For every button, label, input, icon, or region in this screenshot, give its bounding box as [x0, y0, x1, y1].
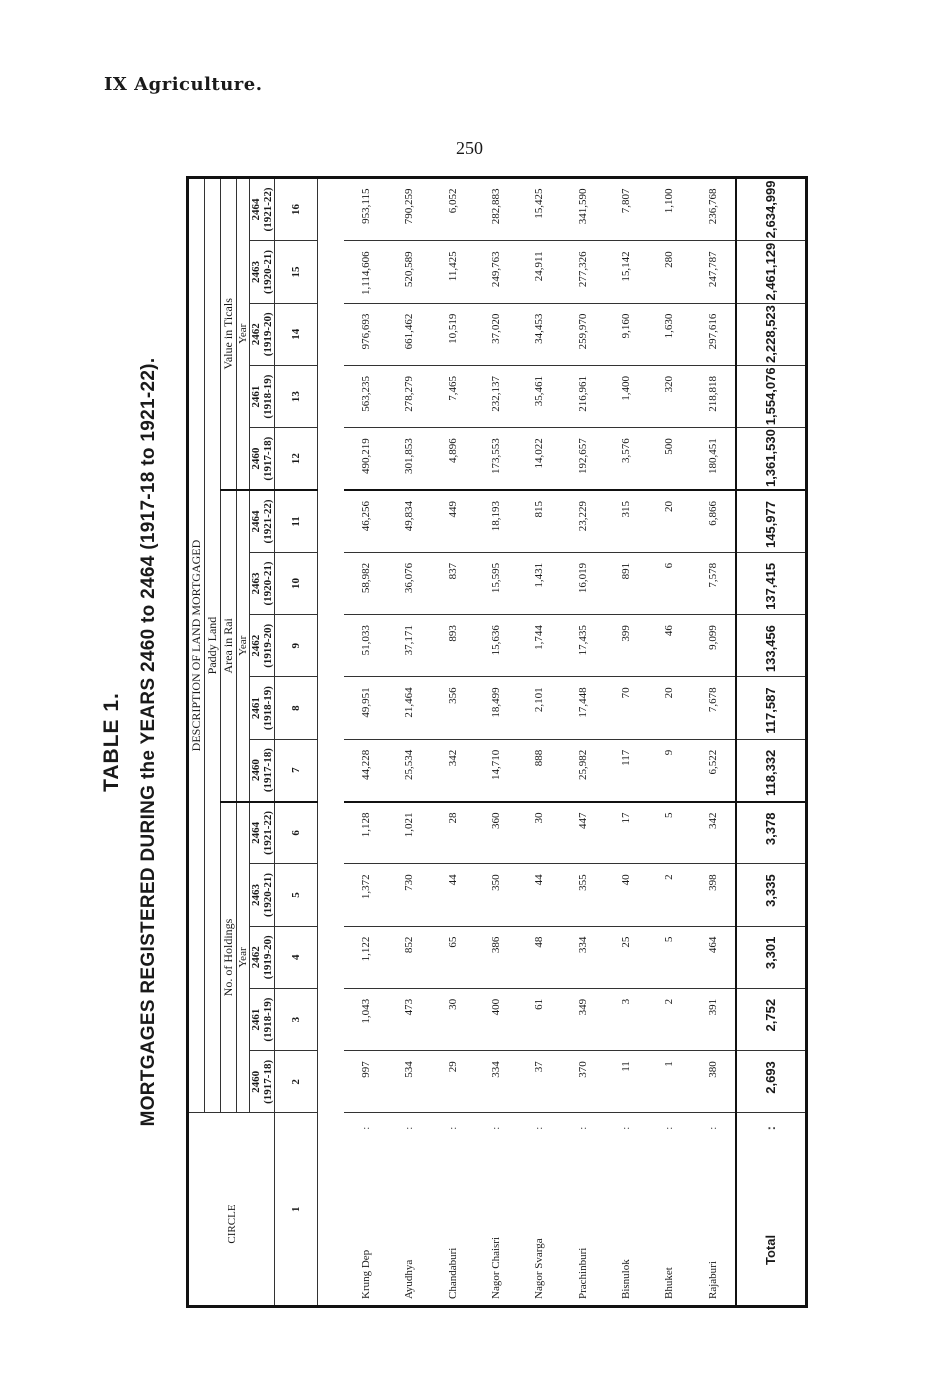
holdings-cell: 3,301	[736, 926, 805, 988]
holdings-cell: 2,752	[736, 988, 805, 1050]
area-cell: 18,193	[474, 490, 517, 552]
area-cell: 891	[604, 552, 647, 614]
year-be: 2463	[250, 883, 262, 906]
holdings-cell: 44	[518, 864, 561, 926]
value-cell: 2,228,523	[736, 303, 805, 365]
holdings-cell: 5	[648, 802, 691, 864]
area-cell: 16,019	[561, 552, 604, 614]
holdings-cell: 17	[604, 802, 647, 864]
year-be: 2464	[250, 821, 262, 844]
year-be: 2463	[250, 572, 262, 595]
value-cell: 14,022	[518, 428, 561, 490]
year-header-cell	[250, 365, 275, 427]
area-cell: 46	[648, 615, 691, 677]
value-cell: 297,616	[691, 303, 736, 365]
year-be: 2461	[250, 697, 262, 720]
leader-dots: :	[663, 1126, 676, 1130]
value-cell: 2,634,999	[736, 179, 805, 241]
value-cell: 218,818	[691, 365, 736, 427]
column-number: 6	[275, 802, 318, 864]
area-cell: 49,951	[344, 677, 387, 739]
leader-dots: :	[446, 1126, 459, 1130]
holdings-cell: 447	[561, 802, 604, 864]
area-cell: 449	[431, 490, 474, 552]
area-cell: 46,256	[344, 490, 387, 552]
area-cell: 315	[604, 490, 647, 552]
area-cell: 37,171	[388, 615, 431, 677]
year-ad: (1921-22)	[262, 810, 274, 855]
holdings-cell: 30	[518, 802, 561, 864]
area-cell: 356	[431, 677, 474, 739]
year-header-cell	[250, 552, 275, 614]
value-cell: 490,219	[344, 428, 387, 490]
year-be: 2462	[250, 946, 262, 969]
circle-name: Ayudhya	[403, 1259, 416, 1299]
value-cell: 282,883	[474, 179, 517, 241]
value-cell: 2,461,129	[736, 241, 805, 303]
area-cell: 36,076	[388, 552, 431, 614]
year-be: 2463	[250, 261, 262, 283]
year-header-cell	[250, 739, 275, 801]
area-cell: 17,448	[561, 677, 604, 739]
total-label: Total	[736, 1143, 805, 1305]
year-header-cell	[250, 241, 275, 303]
table-row	[561, 179, 604, 1305]
area-cell: 15,595	[474, 552, 517, 614]
holdings-cell: 3,335	[736, 864, 805, 926]
holdings-cell: 852	[388, 926, 431, 988]
section-heading: IX Agriculture.	[104, 74, 263, 95]
year-ad: (1921-22)	[262, 499, 274, 544]
value-cell: 247,787	[691, 241, 736, 303]
area-cell: 1,431	[518, 552, 561, 614]
value-cell: 249,763	[474, 241, 517, 303]
year-ad: (1918-19)	[262, 374, 274, 419]
holdings-cell: 3	[604, 988, 647, 1050]
holdings-cell: 398	[691, 864, 736, 926]
table-row	[518, 179, 561, 1305]
value-cell: 15,142	[604, 241, 647, 303]
holdings-cell: 534	[388, 1051, 431, 1113]
leader-dots: :	[533, 1126, 546, 1130]
leader-dots: :	[576, 1126, 589, 1130]
area-cell: 6,522	[691, 739, 736, 801]
area-cell: 893	[431, 615, 474, 677]
year-header-cell	[250, 615, 275, 677]
value-cell: 35,461	[518, 365, 561, 427]
circle-name: Krung Dep	[359, 1249, 372, 1299]
column-number: 10	[275, 552, 318, 614]
table-body	[275, 179, 806, 1305]
year-header-cell	[250, 303, 275, 365]
year-be: 2460	[250, 447, 262, 470]
year-be: 2460	[250, 1070, 262, 1093]
leader-spacer-header	[189, 1113, 275, 1143]
holdings-cell: 37	[518, 1051, 561, 1113]
value-cell: 277,326	[561, 241, 604, 303]
holdings-cell: 1,372	[344, 864, 387, 926]
area-cell: 20	[648, 490, 691, 552]
holdings-cell: 2,693	[736, 1051, 805, 1113]
table-row	[388, 179, 431, 1305]
area-cell: 18,499	[474, 677, 517, 739]
table-row	[344, 179, 387, 1305]
area-cell: 1,744	[518, 615, 561, 677]
area-cell: 14,710	[474, 739, 517, 801]
holdings-cell: 2	[648, 864, 691, 926]
column-number: 14	[275, 303, 318, 365]
year-be: 2462	[250, 323, 262, 346]
year-label-holdings: Year	[237, 802, 250, 1113]
area-cell: 2,101	[518, 677, 561, 739]
table-label: TABLE 1.	[100, 692, 123, 792]
value-cell: 320	[648, 365, 691, 427]
column-number: 2	[275, 1051, 318, 1113]
holdings-cell: 997	[344, 1051, 387, 1113]
area-cell: 117,587	[736, 677, 805, 739]
holdings-cell: 730	[388, 864, 431, 926]
holdings-cell: 2	[648, 988, 691, 1050]
value-cell: 1,100	[648, 179, 691, 241]
column-number: 11	[275, 490, 318, 552]
area-cell: 9	[648, 739, 691, 801]
value-cell: 34,453	[518, 303, 561, 365]
value-cell: 37,020	[474, 303, 517, 365]
year-ad: (1919-20)	[262, 312, 274, 357]
year-be: 2461	[250, 1008, 262, 1031]
holdings-cell: 1,122	[344, 926, 387, 988]
holdings-cell: 342	[691, 802, 736, 864]
leader-dots: :	[489, 1126, 502, 1130]
value-cell: 520,589	[388, 241, 431, 303]
area-cell: 137,415	[736, 552, 805, 614]
area-cell: 58,982	[344, 552, 387, 614]
year-header-cell	[250, 802, 275, 864]
value-cell: 500	[648, 428, 691, 490]
column-number: 12	[275, 428, 318, 490]
year-ad: (1920-21)	[262, 250, 274, 294]
circle-header: CIRCLE	[189, 1143, 275, 1305]
holdings-cell: 473	[388, 988, 431, 1050]
year-label-area: Year	[237, 490, 250, 801]
year-be: 2461	[250, 385, 262, 408]
table-row	[604, 179, 647, 1305]
year-header-cell	[250, 428, 275, 490]
year-ad: (1920-21)	[262, 561, 274, 606]
value-cell: 6,052	[431, 179, 474, 241]
holdings-cell: 350	[474, 864, 517, 926]
year-label-value: Year	[237, 179, 250, 491]
group-header-value: Value in Ticals	[221, 179, 237, 491]
value-cell: 976,693	[344, 303, 387, 365]
group-header-holdings: No. of Holdings	[221, 802, 237, 1113]
holdings-cell: 386	[474, 926, 517, 988]
value-cell: 24,911	[518, 241, 561, 303]
area-cell: 49,834	[388, 490, 431, 552]
area-cell: 815	[518, 490, 561, 552]
holdings-cell: 61	[518, 988, 561, 1050]
value-cell: 7,807	[604, 179, 647, 241]
circle-name: Nagor Svarga	[533, 1238, 546, 1299]
holdings-cell: 1	[648, 1051, 691, 1113]
area-cell: 20	[648, 677, 691, 739]
column-number: 5	[275, 864, 318, 926]
value-cell: 9,160	[604, 303, 647, 365]
table-caption: MORTGAGES REGISTERED DURING the YEARS 2460 to 2464 (1917-18 to 1921-22).	[138, 357, 159, 1127]
year-header-cell	[250, 490, 275, 552]
value-cell: 563,235	[344, 365, 387, 427]
total-row	[736, 179, 805, 1305]
rotated-table-container	[189, 179, 805, 1305]
area-cell: 44,228	[344, 739, 387, 801]
column-number: 13	[275, 365, 318, 427]
holdings-cell: 28	[431, 802, 474, 864]
value-cell: 259,970	[561, 303, 604, 365]
year-be: 2464	[250, 198, 262, 221]
year-ad: (1917-18)	[262, 436, 274, 481]
paddy-land-header: Paddy Land	[205, 179, 221, 1113]
year-header-cell	[250, 864, 275, 926]
year-header-cell	[250, 1051, 275, 1113]
value-cell: 1,361,530	[736, 428, 805, 490]
area-cell: 17,435	[561, 615, 604, 677]
area-cell: 6,866	[691, 490, 736, 552]
year-be: 2464	[250, 510, 262, 533]
circle-name: Bisnulok	[619, 1259, 632, 1299]
area-cell: 145,977	[736, 490, 805, 552]
year-header-cell	[250, 677, 275, 739]
year-header-cell	[250, 179, 275, 241]
table-row	[648, 179, 691, 1305]
year-ad: (1921-22)	[262, 187, 274, 232]
holdings-cell: 334	[474, 1051, 517, 1113]
year-ad: (1919-20)	[262, 935, 274, 980]
table-frame	[186, 176, 808, 1308]
holdings-cell: 3,378	[736, 802, 805, 864]
value-cell: 953,115	[344, 179, 387, 241]
area-cell: 118,332	[736, 739, 805, 801]
leader-dots: :	[359, 1126, 372, 1130]
leader-dots: :	[619, 1126, 632, 1130]
value-cell: 278,279	[388, 365, 431, 427]
value-cell: 180,451	[691, 428, 736, 490]
value-cell: 192,657	[561, 428, 604, 490]
circle-name: Bhuket	[663, 1267, 676, 1299]
column-number: 3	[275, 988, 318, 1050]
value-cell: 1,554,076	[736, 365, 805, 427]
leader-dots: :	[403, 1126, 416, 1130]
holdings-cell: 360	[474, 802, 517, 864]
holdings-cell: 400	[474, 988, 517, 1050]
year-ad: (1920-21)	[262, 872, 274, 917]
area-cell: 21,464	[388, 677, 431, 739]
holdings-cell: 65	[431, 926, 474, 988]
year-ad: (1918-19)	[262, 997, 274, 1042]
holdings-cell: 30	[431, 988, 474, 1050]
table-row	[474, 179, 517, 1305]
area-cell: 25,534	[388, 739, 431, 801]
holdings-cell: 44	[431, 864, 474, 926]
value-cell: 232,137	[474, 365, 517, 427]
area-cell: 399	[604, 615, 647, 677]
value-cell: 15,425	[518, 179, 561, 241]
area-cell: 25,982	[561, 739, 604, 801]
year-ad: (1917-18)	[262, 1059, 274, 1104]
group-header-area: Area in Rai	[221, 490, 237, 801]
area-cell: 7,678	[691, 677, 736, 739]
holdings-cell: 1,043	[344, 988, 387, 1050]
leader-dots: :	[706, 1126, 719, 1130]
value-cell: 4,896	[431, 428, 474, 490]
value-cell: 216,961	[561, 365, 604, 427]
holdings-cell: 391	[691, 988, 736, 1050]
holdings-cell: 48	[518, 926, 561, 988]
value-cell: 3,576	[604, 428, 647, 490]
circle-name: Prachinburi	[576, 1247, 589, 1299]
column-number: 9	[275, 615, 318, 677]
holdings-cell: 25	[604, 926, 647, 988]
value-cell: 301,853	[388, 428, 431, 490]
holdings-cell: 5	[648, 926, 691, 988]
column-number: 4	[275, 926, 318, 988]
table-row	[691, 179, 736, 1305]
value-cell: 10,519	[431, 303, 474, 365]
value-cell: 7,465	[431, 365, 474, 427]
value-cell: 341,590	[561, 179, 604, 241]
year-header-cell	[250, 926, 275, 988]
value-cell: 236,768	[691, 179, 736, 241]
circle-name: Rajaburi	[706, 1261, 719, 1299]
holdings-cell: 380	[691, 1051, 736, 1113]
area-cell: 51,033	[344, 615, 387, 677]
year-be: 2460	[250, 759, 262, 782]
year-ad: (1919-20)	[262, 623, 274, 668]
holdings-cell: 355	[561, 864, 604, 926]
spacer-row	[318, 179, 344, 1305]
value-cell: 280	[648, 241, 691, 303]
holdings-cell: 40	[604, 864, 647, 926]
area-cell: 15,636	[474, 615, 517, 677]
value-cell: 11,425	[431, 241, 474, 303]
holdings-cell: 464	[691, 926, 736, 988]
holdings-cell: 11	[604, 1051, 647, 1113]
column-number: 8	[275, 677, 318, 739]
column-number: 1	[275, 1113, 318, 1305]
holdings-cell: 349	[561, 988, 604, 1050]
holdings-cell: 370	[561, 1051, 604, 1113]
page-number: 250	[456, 138, 483, 158]
area-cell: 70	[604, 677, 647, 739]
table-title-block	[100, 292, 180, 1192]
area-cell: 9,099	[691, 615, 736, 677]
value-cell: 1,114,606	[344, 241, 387, 303]
area-cell: 7,578	[691, 552, 736, 614]
table-row	[431, 179, 474, 1305]
area-cell: 6	[648, 552, 691, 614]
holdings-cell: 1,021	[388, 802, 431, 864]
area-cell: 133,456	[736, 615, 805, 677]
column-number-row	[275, 179, 318, 1305]
area-cell: 342	[431, 739, 474, 801]
column-number: 7	[275, 739, 318, 801]
holdings-cell: 29	[431, 1051, 474, 1113]
mortgage-table	[189, 179, 805, 1305]
year-be: 2462	[250, 634, 262, 657]
column-number: 15	[275, 241, 318, 303]
value-cell: 790,259	[388, 179, 431, 241]
circle-name: Nagor Chaisri	[489, 1236, 502, 1299]
value-cell: 1,630	[648, 303, 691, 365]
value-cell: 661,462	[388, 303, 431, 365]
area-cell: 837	[431, 552, 474, 614]
holdings-cell: 1,128	[344, 802, 387, 864]
description-header: DESCRIPTION OF LAND MORTGAGED	[189, 179, 205, 1113]
value-cell: 173,553	[474, 428, 517, 490]
year-header-cell	[250, 988, 275, 1050]
area-cell: 888	[518, 739, 561, 801]
leader-dots: :	[736, 1113, 805, 1143]
year-ad: (1918-19)	[262, 686, 274, 731]
area-cell: 23,229	[561, 490, 604, 552]
year-ad: (1917-18)	[262, 748, 274, 793]
area-cell: 117	[604, 739, 647, 801]
value-cell: 1,400	[604, 365, 647, 427]
column-number: 16	[275, 179, 318, 241]
holdings-cell: 334	[561, 926, 604, 988]
circle-name: Chandaburi	[446, 1247, 459, 1299]
